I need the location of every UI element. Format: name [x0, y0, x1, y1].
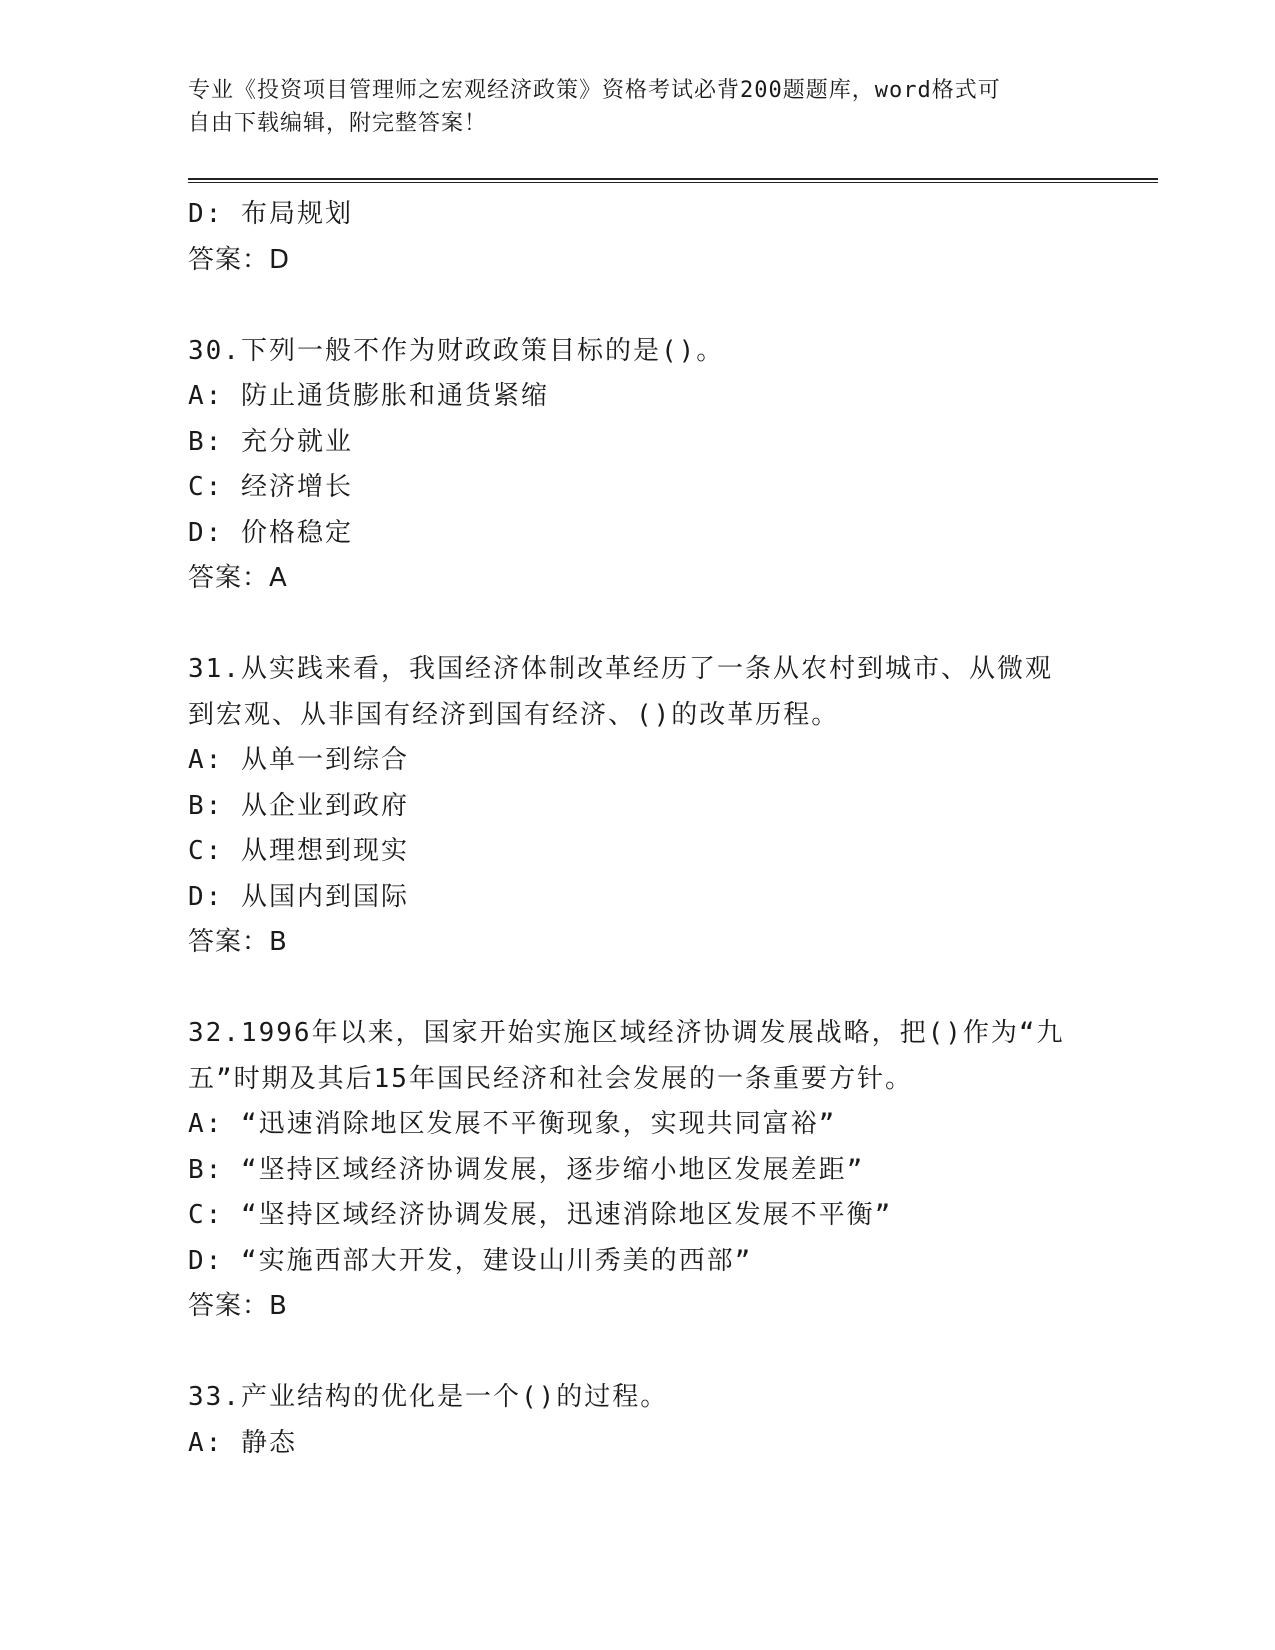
- question-33: [188, 1375, 1088, 1466]
- answer: 答案：B: [188, 1291, 288, 1321]
- question-list: [188, 192, 1088, 1466]
- option-b: B: “坚持区域经济协调发展，逐步缩小地区发展差距”: [188, 1154, 865, 1185]
- header-divider: [188, 178, 1158, 183]
- question-stem: 33.产业结构的优化是一个()的过程。: [188, 1382, 669, 1412]
- option-d: D: 价格稳定: [188, 517, 353, 548]
- question-stem-line-2: 五”时期及其后15年国民经济和社会发展的一条重要方针。: [188, 1063, 913, 1094]
- option-c: C: 经济增长: [188, 472, 353, 502]
- option-c: C: 从理想到现实: [188, 836, 409, 866]
- option-c: C: “坚持区域经济协调发展，迅速消除地区发展不平衡”: [188, 1200, 893, 1230]
- answer: 答案：B: [188, 927, 288, 957]
- spacer: [188, 283, 1088, 329]
- option-a: A: 防止通货膨胀和通货紧缩: [188, 381, 549, 411]
- option-d: D: 从国内到国际: [188, 881, 409, 912]
- answer: 答案：D: [188, 244, 291, 275]
- spacer: [188, 602, 1088, 648]
- option-a: A: 静态: [188, 1427, 297, 1458]
- option-b: B: 从企业到政府: [188, 790, 409, 821]
- question-32: [188, 1011, 1088, 1330]
- spacer: [188, 1330, 1088, 1376]
- question-stem-line-1: 31.从实践来看，我国经济体制改革经历了一条从农村到城市、从微观: [188, 654, 1053, 684]
- question-stem: 30.下列一般不作为财政政策目标的是()。: [188, 335, 725, 366]
- question-stem-line-1: 32.1996年以来，国家开始实施区域经济协调发展战略，把()作为“九: [188, 1018, 1065, 1048]
- header-title-line-2: 自由下载编辑，附完整答案！: [188, 111, 488, 136]
- option-a: A: 从单一到综合: [188, 745, 409, 775]
- question-30: [188, 329, 1088, 602]
- option-a: A: “迅速消除地区发展不平衡现象，实现共同富裕”: [188, 1109, 837, 1139]
- question-31: [188, 647, 1088, 966]
- answer: 答案：A: [188, 563, 288, 593]
- header-title-line-1: 专业《投资项目管理师之宏观经济政策》资格考试必背200题题库，word格式可: [188, 78, 1001, 103]
- document-header: [188, 74, 1068, 140]
- question-stem-line-2: 到宏观、从非国有经济到国有经济、()的改革历程。: [188, 699, 840, 730]
- spacer: [188, 966, 1088, 1012]
- option-d: D: “实施西部大开发，建设山川秀美的西部”: [188, 1245, 753, 1276]
- option-d: D: 布局规划: [188, 199, 353, 229]
- option-b: B: 充分就业: [188, 426, 353, 457]
